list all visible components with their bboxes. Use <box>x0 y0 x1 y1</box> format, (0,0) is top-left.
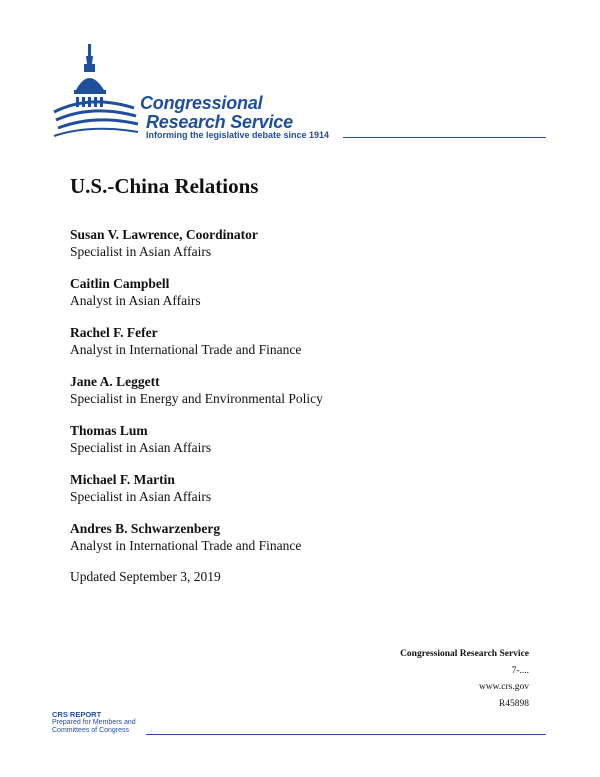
author-role: Specialist in Asian Affairs <box>70 489 212 504</box>
author-name: Caitlin Campbell <box>70 276 170 291</box>
author-role: Specialist in Asian Affairs <box>70 440 212 455</box>
author-entry <box>70 423 550 472</box>
author-name: Jane A. Leggett <box>70 374 160 389</box>
capitol-dome-icon <box>50 42 150 142</box>
author-entry <box>70 276 550 325</box>
crs-org-name: Congressional Research Service <box>400 649 529 659</box>
author-entry <box>70 472 550 521</box>
footer-line-2: Prepared for Members and <box>52 719 136 726</box>
crs-info-block <box>400 646 529 712</box>
crs-logo <box>50 42 550 152</box>
logo-tagline: Informing the legislative debate since 1914 <box>146 130 330 140</box>
report-title: U.S.-China Relations <box>70 174 259 198</box>
author-name: Michael F. Martin <box>70 472 175 487</box>
logo-wordmark <box>140 94 293 132</box>
author-role: Analyst in Asian Affairs <box>70 293 201 308</box>
author-entry <box>70 325 550 374</box>
author-role: Specialist in Asian Affairs <box>70 244 212 259</box>
crs-website-link[interactable]: www.crs.gov <box>478 682 529 692</box>
author-name: Thomas Lum <box>70 423 148 438</box>
logo-line-2: Research Service <box>146 112 293 132</box>
author-entry <box>70 521 550 570</box>
author-role: Analyst in International Trade and Finance <box>70 342 302 357</box>
author-name: Andres B. Schwarzenberg <box>70 521 221 536</box>
crs-code: 7-.... <box>511 665 529 676</box>
logo-divider <box>343 137 546 138</box>
footer-label <box>52 711 136 735</box>
footer-divider <box>146 734 546 735</box>
author-role: Analyst in International Trade and Finance <box>70 538 302 553</box>
author-list <box>70 227 550 570</box>
author-entry <box>70 227 550 276</box>
footer-line-1: CRS REPORT <box>52 710 102 719</box>
author-role: Specialist in Energy and Environmental Policy <box>70 391 323 406</box>
report-number: R45898 <box>498 698 529 709</box>
author-entry <box>70 374 550 423</box>
author-name: Rachel F. Fefer <box>70 325 158 340</box>
footer-line-3: Committees of Congress <box>52 727 130 734</box>
logo-line-1: Congressional <box>140 93 263 113</box>
updated-date: Updated September 3, 2019 <box>70 569 221 584</box>
author-name: Susan V. Lawrence, Coordinator <box>70 227 258 242</box>
